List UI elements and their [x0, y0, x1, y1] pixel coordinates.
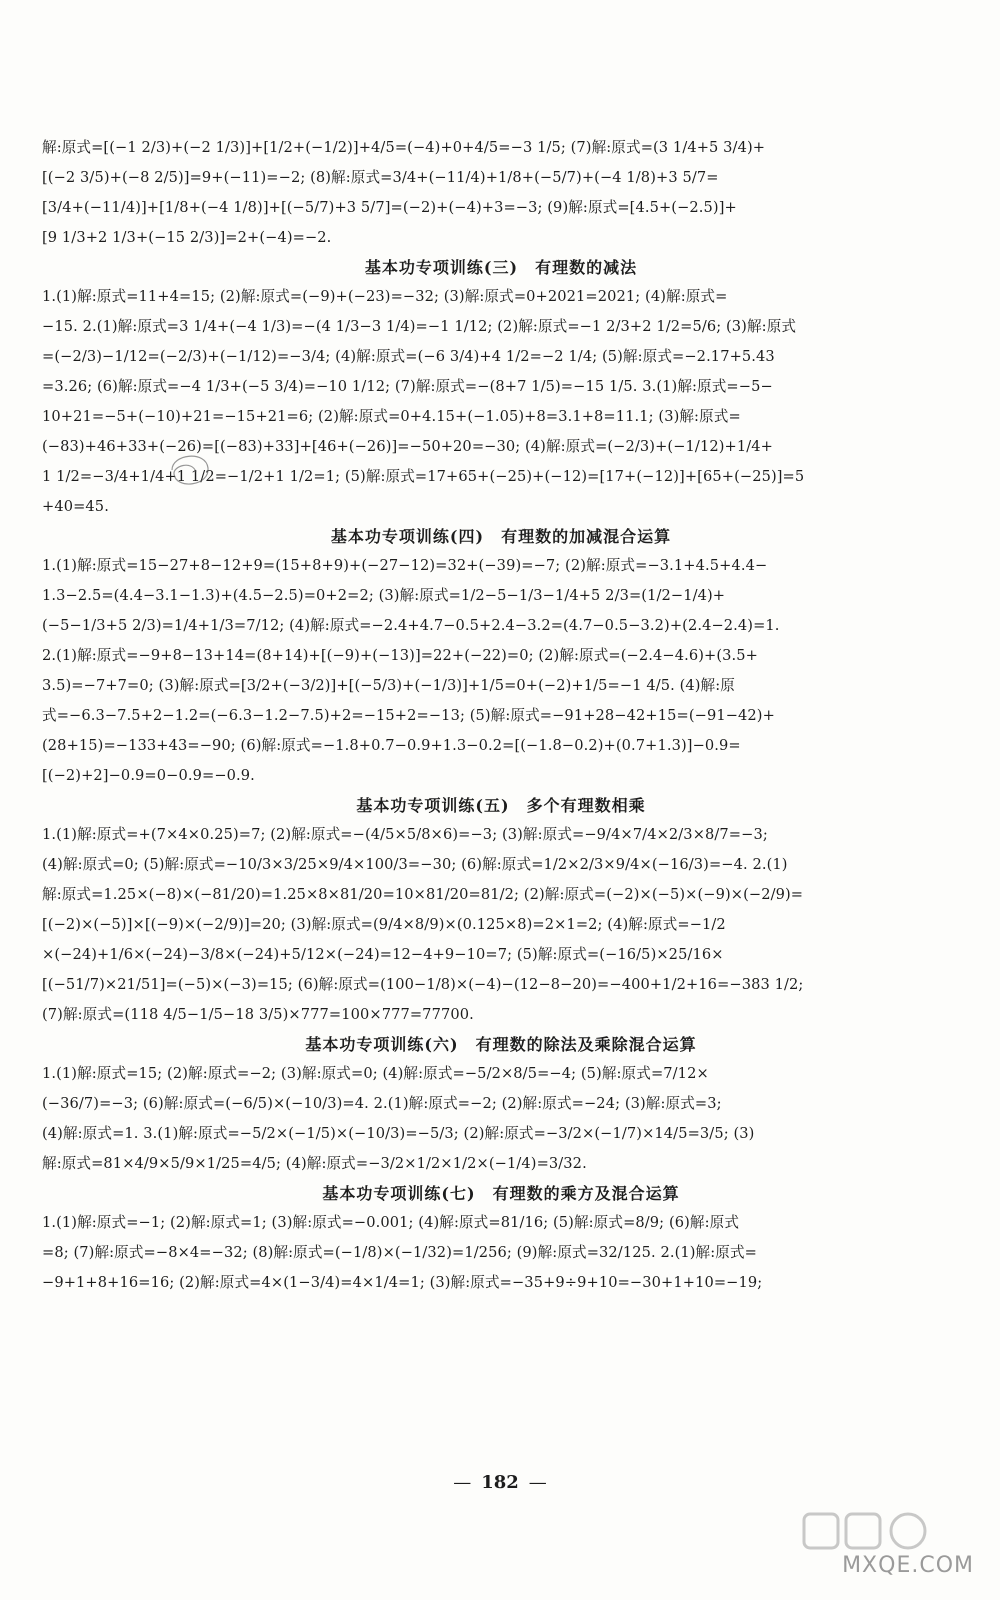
- text-line: (7)解:原式=(118 4/5−1/5−18 3/5)×777=100×777=77700.: [42, 1006, 474, 1023]
- text-line: 解:原式=[(−1 2/3)+(−2 1/3)]+[1/2+(−1/2)]+4/5=(−4)+0+4/5=−3 1/5; (7)解:原式=(3 1/4+5 3/4)+: [42, 139, 766, 156]
- text-line: 式=−6.3−7.5+2−1.2=(−6.3−1.2−7.5)+2=−15+2=−13; (5)解:原式=−91+28−42+15=(−91−42)+: [42, 707, 775, 724]
- text-line: 解:原式=81×4/9×5/9×1/25=4/5; (4)解:原式=−3/2×1/2×1/2×(−1/4)=3/32.: [42, 1155, 587, 1172]
- text-line: 1 1/2=−3/4+1/4+1 1/2=−1/2+1 1/2=1; (5)解:原式=17+65+(−25)+(−12)=[17+(−12)]+[65+(−25)]=5: [42, 468, 805, 485]
- text-line: 1.(1)解:原式=+(7×4×0.25)=7; (2)解:原式=−(4/5×5/8×6)=−3; (3)解:原式=−9/4×7/4×2/3×8/7=−3;: [42, 826, 768, 843]
- section-heading: 基本功专项训练(七) 有理数的乘方及混合运算: [322, 1184, 680, 1203]
- answer-content: [42, 138, 960, 1303]
- text-line: [(−2 3/5)+(−8 2/5)]=9+(−11)=−2; (8)解:原式=3/4+(−11/4)+1/8+(−5/7)+(−4 1/8)+3 5/7=: [42, 169, 719, 186]
- text-line: (−36/7)=−3; (6)解:原式=(−6/5)×(−10/3)=4. 2.(1)解:原式=−2; (2)解:原式=−24; (3)解:原式=3;: [42, 1095, 722, 1112]
- page-number-value: 182: [481, 1472, 519, 1493]
- text-line: =3.26; (6)解:原式=−4 1/3+(−5 3/4)=−10 1/12; (7)解:原式=−(8+7 1/5)=−15 1/5. 3.(1)解:原式=−5−: [42, 378, 773, 395]
- text-line: 10+21=−5+(−10)+21=−15+21=6; (2)解:原式=0+4.15+(−1.05)+8=3.1+8=11.1; (3)解:原式=: [42, 408, 741, 425]
- text-line: (4)解:原式=0; (5)解:原式=−10/3×3/25×9/4×100/3=−30; (6)解:原式=1/2×2/3×9/4×(−16/3)=−4. 2.(1): [42, 856, 788, 873]
- text-line: −15. 2.(1)解:原式=3 1/4+(−4 1/3)=−(4 1/3−3 1/4)=−1 1/12; (2)解:原式=−1 2/3+2 1/2=5/6; (3)解:原式: [42, 318, 797, 335]
- text-line: =(−2/3)−1/12=(−2/3)+(−1/12)=−3/4; (4)解:原式=(−6 3/4)+4 1/2=−2 1/4; (5)解:原式=−2.17+5.43: [42, 348, 775, 365]
- text-line: +40=45.: [42, 498, 109, 515]
- text-line: 2.(1)解:原式=−9+8−13+14=(8+14)+[(−9)+(−13)]=22+(−22)=0; (2)解:原式=(−2.4−4.6)+(3.5+: [42, 647, 758, 664]
- text-line: 3.5)=−7+7=0; (3)解:原式=[3/2+(−3/2)]+[(−5/3)+(−1/3)]+1/5=0+(−2)+1/5=−1 4/5. (4)解:原: [42, 677, 735, 694]
- dash-left-icon: —: [453, 1472, 472, 1493]
- text-line: 解:原式=1.25×(−8)×(−81/20)=1.25×8×81/20=10×81/20=81/2; (2)解:原式=(−2)×(−5)×(−9)×(−2/9)=: [42, 886, 804, 903]
- text-line: [3/4+(−11/4)]+[1/8+(−4 1/8)]+[(−5/7)+3 5/7]=(−2)+(−4)+3=−3; (9)解:原式=[4.5+(−2.5)]+: [42, 199, 737, 216]
- text-line: (4)解:原式=1. 3.(1)解:原式=−5/2×(−1/5)×(−10/3)=−5/3; (2)解:原式=−3/2×(−1/7)×14/5=3/5; (3): [42, 1125, 755, 1142]
- text-line: [(−51/7)×21/51]=(−5)×(−3)=15; (6)解:原式=(100−1/8)×(−4)−(12−8−20)=−400+1/2+16=−383 1/2;: [42, 976, 804, 993]
- section-heading: 基本功专项训练(三) 有理数的减法: [364, 258, 638, 277]
- watermark-text: MXQE.COM: [842, 1553, 974, 1578]
- section-heading: 基本功专项训练(五) 多个有理数相乘: [356, 796, 646, 815]
- dash-right-icon: —: [528, 1472, 547, 1493]
- text-line: =8; (7)解:原式=−8×4=−32; (8)解:原式=(−1/8)×(−1/32)=1/256; (9)解:原式=32/125. 2.(1)解:原式=: [42, 1244, 757, 1261]
- text-line: [(−2)×(−5)]×[(−9)×(−2/9)]=20; (3)解:原式=(9/4×8/9)×(0.125×8)=2×1=2; (4)解:原式=−1/2: [42, 916, 726, 933]
- text-line: (28+15)=−133+43=−90; (6)解:原式=−1.8+0.7−0.9+1.3−0.2=[(−1.8−0.2)+(0.7+1.3)]−0.9=: [42, 737, 741, 754]
- section-heading: 基本功专项训练(六) 有理数的除法及乘除混合运算: [305, 1035, 697, 1054]
- text-line: (−5−1/3+5 2/3)=1/4+1/3=7/12; (4)解:原式=−2.4+4.7−0.5+2.4−3.2=(4.7−0.5−3.2)+(2.4−2.4)=1.: [42, 617, 780, 634]
- page-number: [0, 1472, 1000, 1493]
- text-line: −9+1+8+16=16; (2)解:原式=4×(1−3/4)=4×1/4=1; (3)解:原式=−35+9÷9+10=−30+1+10=−19;: [42, 1274, 763, 1291]
- text-line: 1.(1)解:原式=−1; (2)解:原式=1; (3)解:原式=−0.001; (4)解:原式=81/16; (5)解:原式=8/9; (6)解:原式: [42, 1214, 740, 1231]
- text-line: 1.(1)解:原式=15−27+8−12+9=(15+8+9)+(−27−12)=32+(−39)=−7; (2)解:原式=−3.1+4.5+4.4−: [42, 557, 768, 574]
- section-heading: 基本功专项训练(四) 有理数的加减混合运算: [330, 527, 672, 546]
- pencil-scribble-mark: [162, 442, 218, 498]
- text-line: ×(−24)+1/6×(−24)−3/8×(−24)+5/12×(−24)=12−4+9−10=7; (5)解:原式=(−16/5)×25/16×: [42, 946, 724, 963]
- text-line: 1.(1)解:原式=15; (2)解:原式=−2; (3)解:原式=0; (4)解:原式=−5/2×8/5=−4; (5)解:原式=7/12×: [42, 1065, 709, 1082]
- text-line: [(−2)+2]−0.9=0−0.9=−0.9.: [42, 767, 255, 784]
- text-line: 1.3−2.5=(4.4−3.1−1.3)+(4.5−2.5)=0+2=2; (3)解:原式=1/2−5−1/3−1/4+5 2/3=(1/2−1/4)+: [42, 587, 726, 604]
- text-line: [9 1/3+2 1/3+(−15 2/3)]=2+(−4)=−2.: [42, 229, 332, 246]
- text-line: 1.(1)解:原式=11+4=15; (2)解:原式=(−9)+(−23)=−32; (3)解:原式=0+2021=2021; (4)解:原式=: [42, 288, 728, 305]
- text-line: (−83)+46+33+(−26)=[(−83)+33]+[46+(−26)]=−50+20=−30; (4)解:原式=(−2/3)+(−1/12)+1/4+: [42, 438, 773, 455]
